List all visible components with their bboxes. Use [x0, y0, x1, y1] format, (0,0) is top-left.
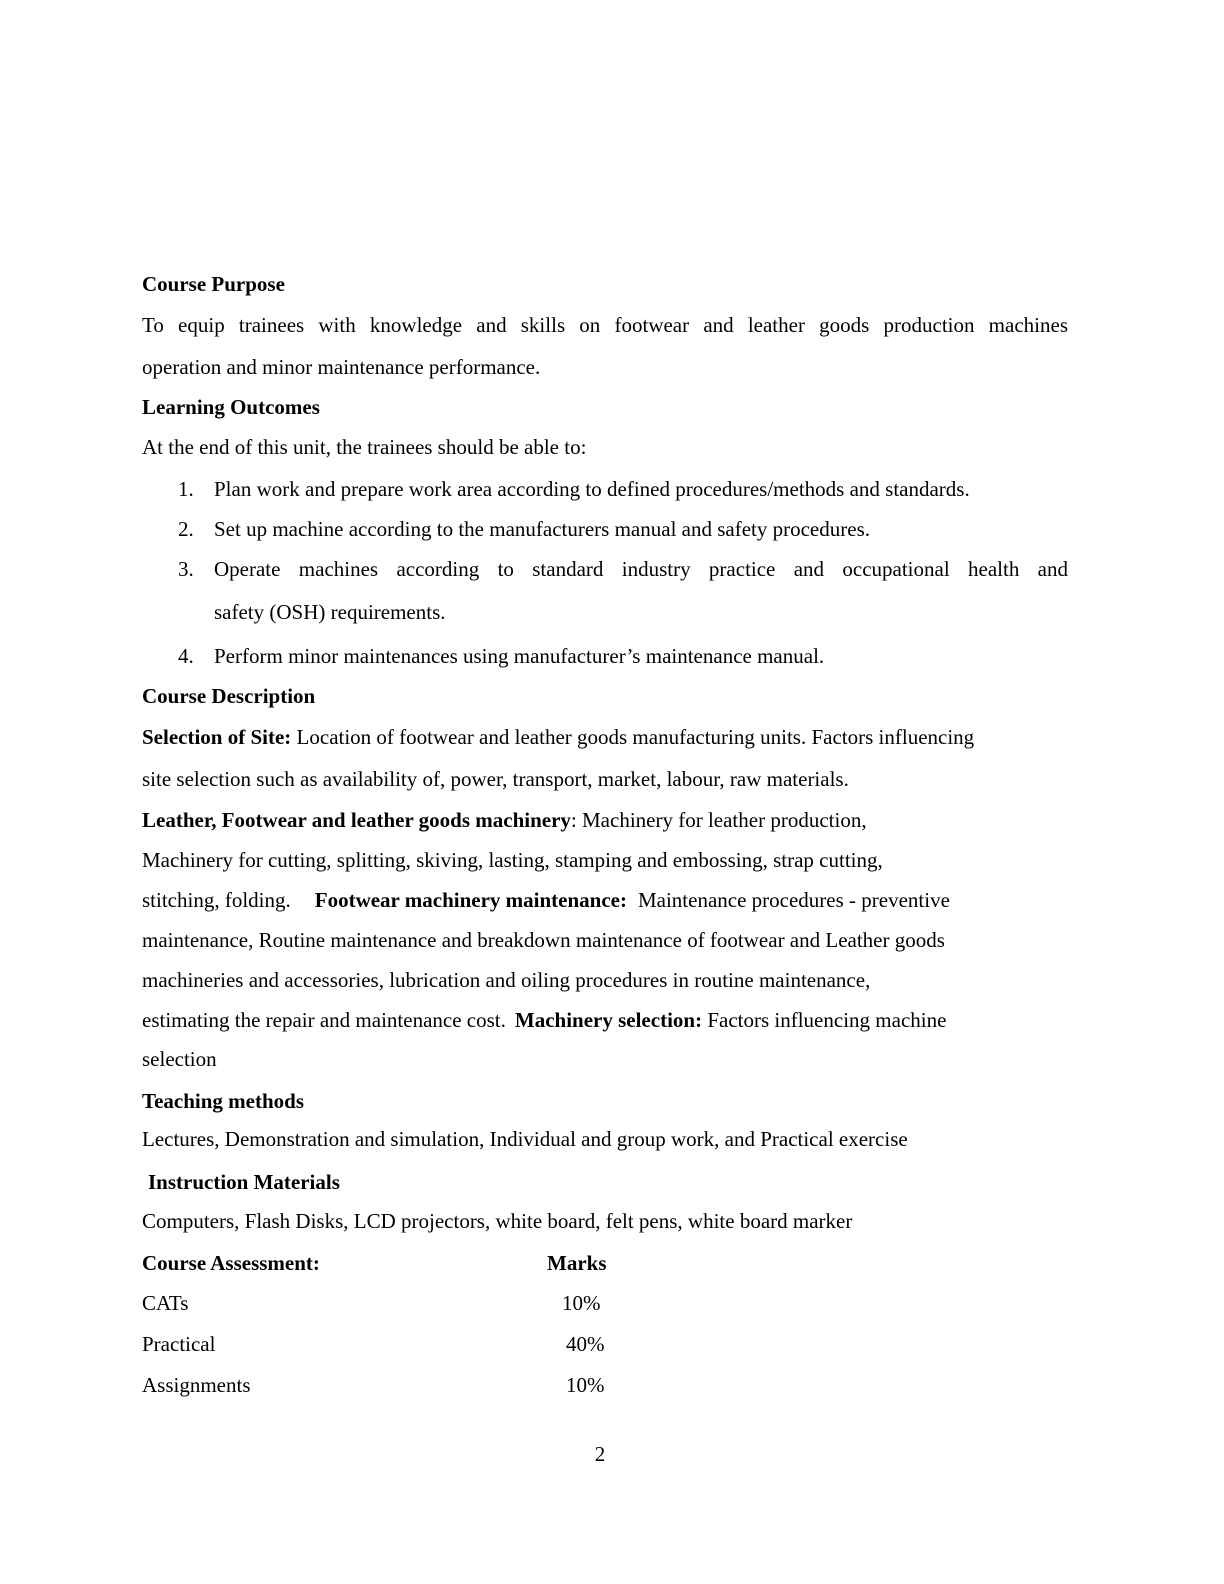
assessment-mark: 10%	[562, 1291, 601, 1315]
description-machinery-line-1	[142, 807, 867, 833]
course-purpose-line-2: operation and minor maintenance performance.	[142, 355, 541, 379]
outcome-text: Perform minor maintenances using manufacturer’s maintenance manual.	[214, 644, 825, 668]
course-description-heading: Course Description	[142, 684, 316, 708]
description-maintenance-line-4	[142, 1007, 946, 1033]
outcome-text-continued: safety (OSH) requirements.	[214, 600, 446, 624]
site-label: Selection of Site:	[142, 725, 292, 749]
description-site-line-2: site selection such as availability of, power, transport, market, labour, raw materials.	[142, 767, 849, 791]
instruction-materials-text: Computers, Flash Disks, LCD projectors, white board, felt pens, white board marker	[142, 1209, 853, 1233]
description-site-line-1	[142, 724, 974, 750]
learning-outcomes-heading: Learning Outcomes	[142, 395, 320, 419]
assessment-item: Practical	[142, 1332, 216, 1356]
description-selection-line-2: selection	[142, 1047, 217, 1071]
description-machinery-line-2: Machinery for cutting, splitting, skiving, lasting, stamping and embossing, strap cutting,	[142, 848, 883, 872]
machinery-text: : Machinery for leather production,	[570, 808, 867, 832]
assessment-item: CATs	[142, 1291, 189, 1315]
selection-label: Machinery selection:	[514, 1008, 703, 1032]
teaching-methods-text: Lectures, Demonstration and simulation, Individual and group work, and Practical exercise	[142, 1127, 908, 1151]
page-number: 2	[594, 1442, 606, 1466]
course-purpose-heading: Course Purpose	[142, 272, 285, 296]
machinery-text-end: stitching, folding.	[142, 888, 291, 912]
teaching-methods-heading: Teaching methods	[142, 1089, 305, 1113]
course-purpose-line-1: To equip trainees with knowledge and skills on footwear and leather goods production machines	[142, 313, 1068, 337]
description-maintenance-line-3: machineries and accessories, lubrication and oiling procedures in routine maintenance,	[142, 968, 871, 992]
learning-outcomes-intro: At the end of this unit, the trainees should be able to:	[142, 435, 587, 459]
outcome-number: 1.	[178, 477, 194, 501]
description-maintenance-line-2: maintenance, Routine maintenance and breakdown maintenance of footwear and Leather goods	[142, 928, 945, 952]
maintenance-label: Footwear machinery maintenance:	[314, 888, 627, 912]
course-assessment-heading: Course Assessment:	[142, 1251, 320, 1275]
site-text: Location of footwear and leather goods manufacturing units. Factors influencing	[291, 725, 975, 749]
outcome-text: Set up machine according to the manufacturers manual and safety procedures.	[214, 517, 870, 541]
marks-heading: Marks	[547, 1251, 607, 1275]
description-machinery-line-3	[142, 887, 950, 913]
instruction-materials-heading: Instruction Materials	[148, 1170, 340, 1194]
machinery-label: Leather, Footwear and leather goods machinery	[142, 808, 571, 832]
selection-text: Factors influencing machine	[702, 1008, 947, 1032]
outcome-text: Plan work and prepare work area according to defined procedures/methods and standards.	[214, 477, 970, 501]
assessment-mark: 40%	[566, 1332, 605, 1356]
assessment-mark: 10%	[566, 1373, 605, 1397]
outcome-number: 2.	[178, 517, 194, 541]
maintenance-text-end: estimating the repair and maintenance cost.	[142, 1008, 506, 1032]
maintenance-text: Maintenance procedures - preventive	[637, 888, 950, 912]
outcome-text: Operate machines according to standard industry practice and occupational health and	[214, 557, 1068, 581]
outcome-number: 4.	[178, 644, 194, 668]
outcome-number: 3.	[178, 557, 194, 581]
assessment-item: Assignments	[142, 1373, 251, 1397]
